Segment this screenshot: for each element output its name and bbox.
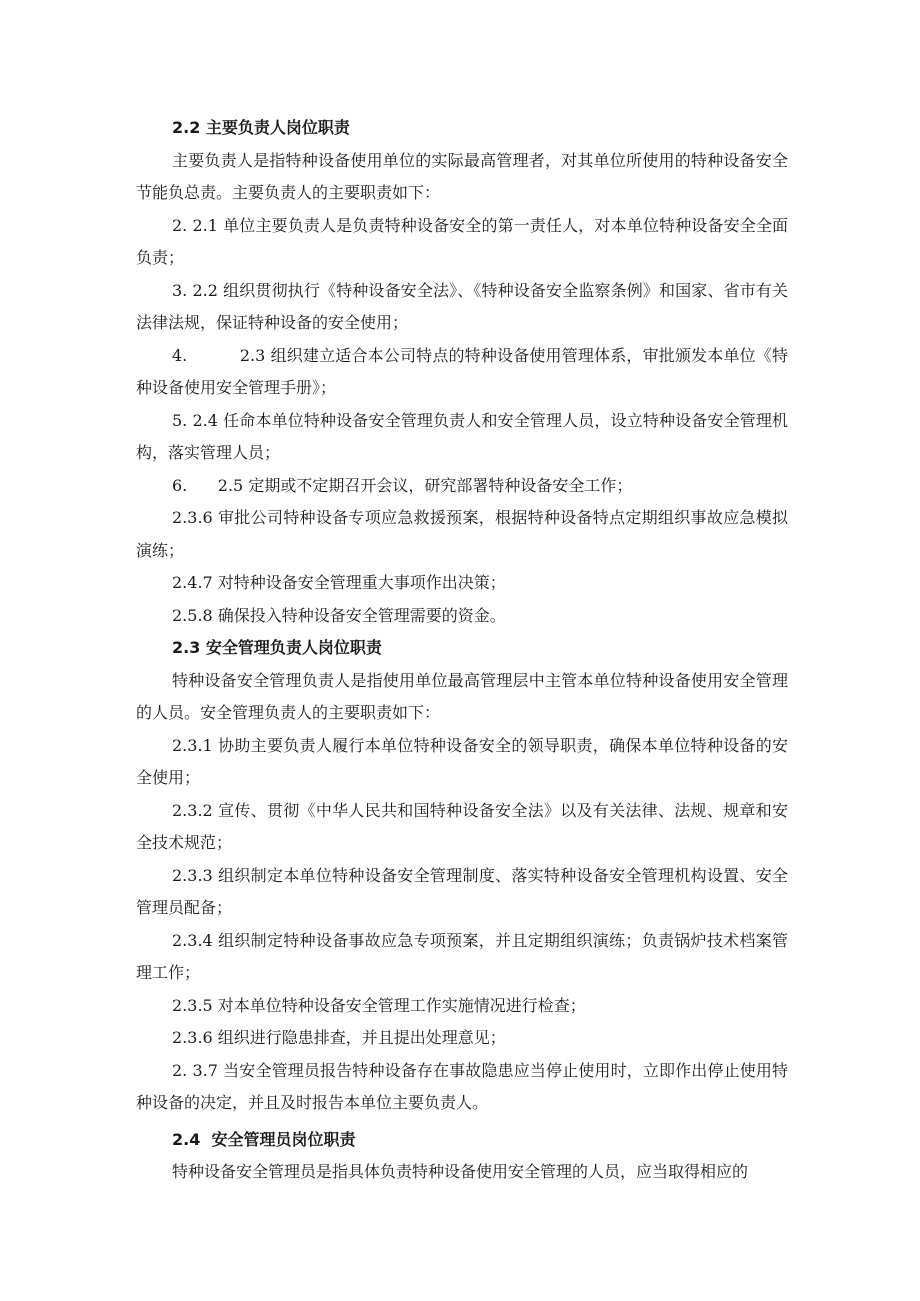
paragraph: 特种设备安全管理员是指具体负责特种设备使用安全管理的人员，应当取得相应的 xyxy=(172,1162,749,1181)
paragraph: 2.4.7 对特种设备安全管理重大事项作出决策； xyxy=(172,573,506,592)
paragraph: 2. 2.1 单位主要负责人是负责特种设备安全的第一责任人，对本单位特种设备安全全面负责； xyxy=(136,215,788,267)
paragraph: 4. 2.3 组织建立适合本公司特点的特种设备使用管理体系，审批颁发本单位《特种设备使用安全管理手册》； xyxy=(136,345,788,397)
paragraph: 6. 2.5 定期或不定期召开会议，研究部署特种设备安全工作； xyxy=(172,475,633,495)
paragraph: 特种设备安全管理负责人是指使用单位最高管理层中主管本单位特种设备使用安全管理的人员。安全管理负责人的主要职责如下： xyxy=(136,670,788,722)
section-heading-2-4: 2.4 安全管理员岗位职责 xyxy=(172,1129,356,1149)
paragraph: 2.3.4 组织制定特种设备事故应急专项预案，并且定期组织演练；负责锅炉技术档案管理工作； xyxy=(136,930,788,982)
paragraph: 2.5.8 确保投入特种设备安全管理需要的资金。 xyxy=(172,605,506,625)
paragraph: 2.3.1 协助主要负责人履行本单位特种设备安全的领导职责，确保本单位特种设备的安全使用； xyxy=(136,735,788,787)
paragraph: 主要负责人是指特种设备使用单位的实际最高管理者，对其单位所使用的特种设备安全节能负总责。主要负责人的主要职责如下： xyxy=(136,150,788,202)
section-heading-2-3: 2.3 安全管理负责人岗位职责 xyxy=(172,638,382,657)
paragraph: 2.3.3 组织制定本单位特种设备安全管理制度、落实特种设备安全管理机构设置、安全管理员配备； xyxy=(136,865,788,917)
paragraph: 2.3.6 审批公司特种设备专项应急救援预案，根据特种设备特点定期组织事故应急模拟演练； xyxy=(136,508,788,560)
paragraph: 2.3.2 宣传、贯彻《中华人民共和国特种设备安全法》以及有关法律、法规、规章和安全技术规范； xyxy=(136,800,788,852)
paragraph: 2.3.6 组织进行隐患排查，并且提出处理意见； xyxy=(172,1028,506,1047)
paragraph: 3. 2.2 组织贯彻执行《特种设备安全法》、《特种设备安全监察条例》和国家、省市有关法律法规，保证特种设备的安全使用； xyxy=(136,280,788,332)
document-page xyxy=(136,112,788,1189)
paragraph: 2.3.5 对本单位特种设备安全管理工作实施情况进行检查； xyxy=(172,995,586,1015)
paragraph: 5. 2.4 任命本单位特种设备安全管理负责人和安全管理人员，设立特种设备安全管理机构，落实管理人员； xyxy=(136,410,788,462)
paragraph: 2. 3.7 当安全管理员报告特种设备存在事故隐患应当停止使用时，立即作出停止使用特种设备的决定，并且及时报告本单位主要负责人。 xyxy=(136,1060,788,1112)
section-heading-2-2: 2.2 主要负责人岗位职责 xyxy=(172,118,350,137)
